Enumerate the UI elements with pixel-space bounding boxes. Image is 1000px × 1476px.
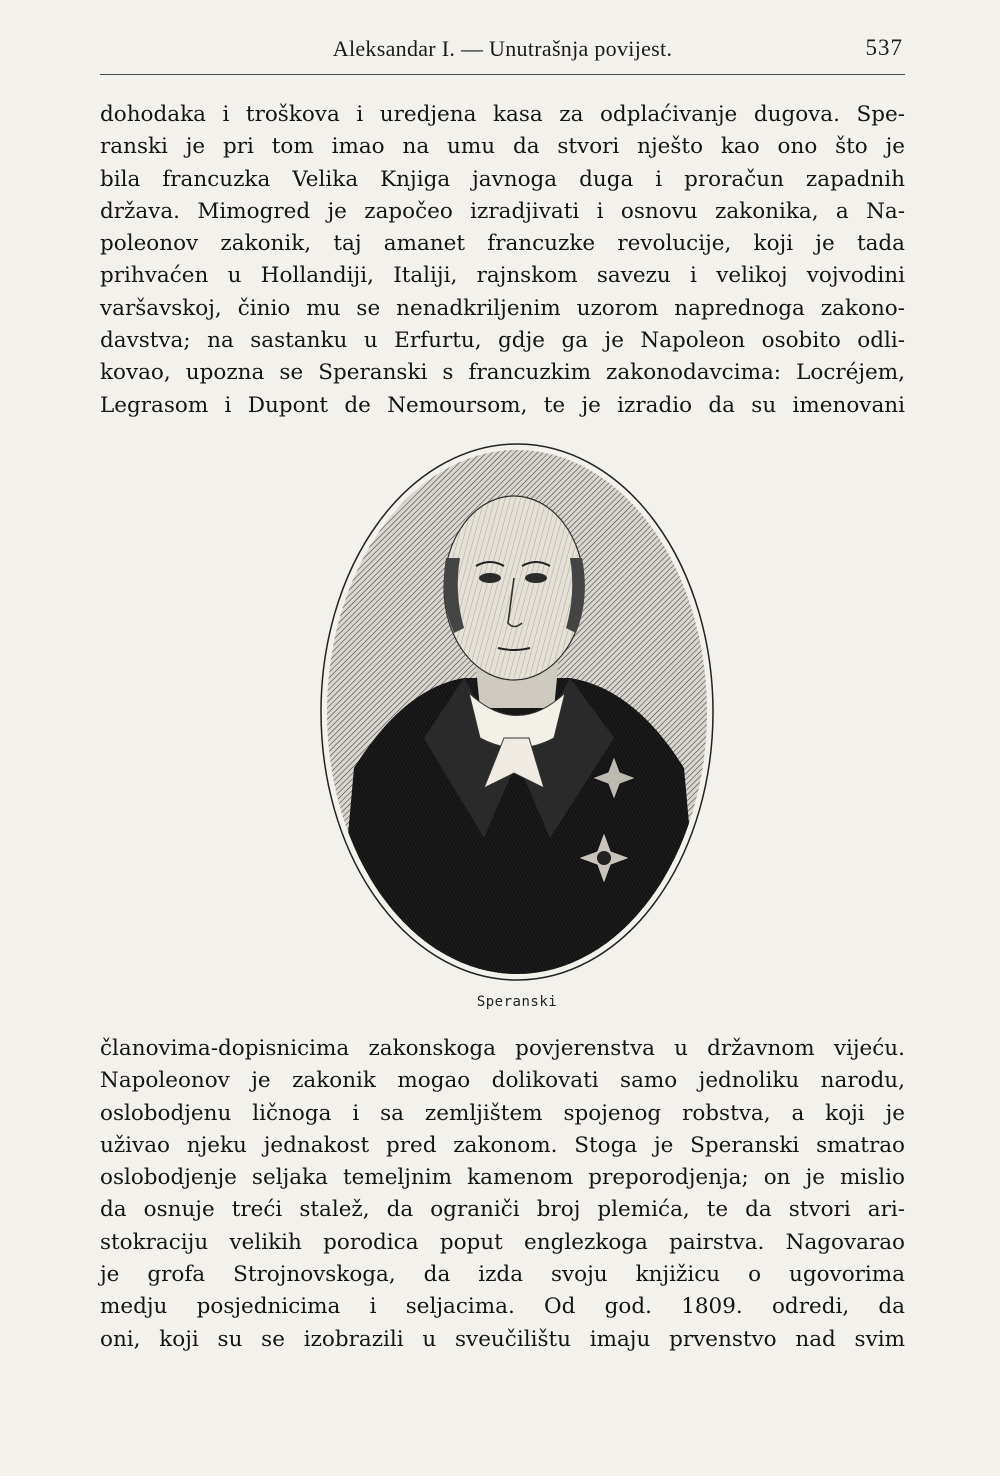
text-line: stokraciju velikih porodica poput englezkoga pairstva. Nagovarao [100, 1229, 905, 1255]
text-line: poleonov zakonik, taj amanet francuzke revolucije, koji je tada [100, 231, 905, 257]
text-line: prihvaćen u Hollandiji, Italiji, rajnskom savezu i velikoj vojvodini [100, 263, 905, 289]
text-line: varšavskoj, činio mu se nenadkriljenim uzorom naprednoga zakono- [100, 295, 905, 321]
text-line: kovao, upozna se Speranski s francuzkim zakonodavcima: Locréjem, [100, 360, 905, 386]
running-head: Aleksandar I. — Unutrašnja povijest. [332, 36, 673, 61]
text-line: je grofa Strojnovskoga, da izda svoju knjižicu o ugovorima [100, 1262, 905, 1288]
text-line: da osnuje treći stalež, da ograniči broj plemića, te da stvori ari- [100, 1197, 905, 1223]
text-line: dohodaka i troškova i uredjena kasa za odplaćivanje dugova. Spe- [100, 102, 905, 127]
page-header [100, 34, 905, 75]
text-line: uživao njeku jednakost pred zakonom. Stoga je Speranski smatrao [100, 1132, 905, 1158]
text-line: oslobodjenje seljaka temeljnim kamenom preporodjenja; on je mislio [100, 1165, 905, 1191]
page-number: 537 [865, 35, 903, 60]
portrait-engraving [314, 438, 720, 990]
text-block-bottom [100, 1033, 905, 1356]
text-line: Legrasom i Dupont de Nemoursom, te je izradio da su imenovani [100, 392, 905, 418]
text-line: ranski je pri tom imao na umu da stvori nješto kao ono što je [100, 134, 905, 160]
text-line: bila francuzka Velika Knjiga javnoga duga i proračun zapadnih [100, 166, 905, 192]
text-line: medju posjednicima i seljacima. Od god. 1809. odredi, da [100, 1294, 905, 1320]
text-block-top [100, 99, 905, 422]
text-line: oni, koji su se izobrazili u sveučilištu imaju prvenstvo nad svim [100, 1326, 905, 1352]
figure-caption: Speranski [476, 994, 558, 1010]
text-line: Napoleonov je zakonik mogao dolikovati samo jednoliku narodu, [100, 1068, 905, 1094]
text-line: davstva; na sastanku u Erfurtu, gdje ga je Napoleon osobito odli- [100, 328, 905, 354]
text-line: oslobodjenu ličnoga i sa zemljištem spojenog robstva, a koji je [100, 1100, 905, 1126]
text-line: članovima-dopisnicima zakonskoga povjerenstva u državnom vijeću. [100, 1036, 905, 1061]
portrait-figure [314, 438, 720, 1010]
text-line: država. Mimogred je započeo izradjivati i osnovu zakonika, a Na- [100, 198, 905, 224]
